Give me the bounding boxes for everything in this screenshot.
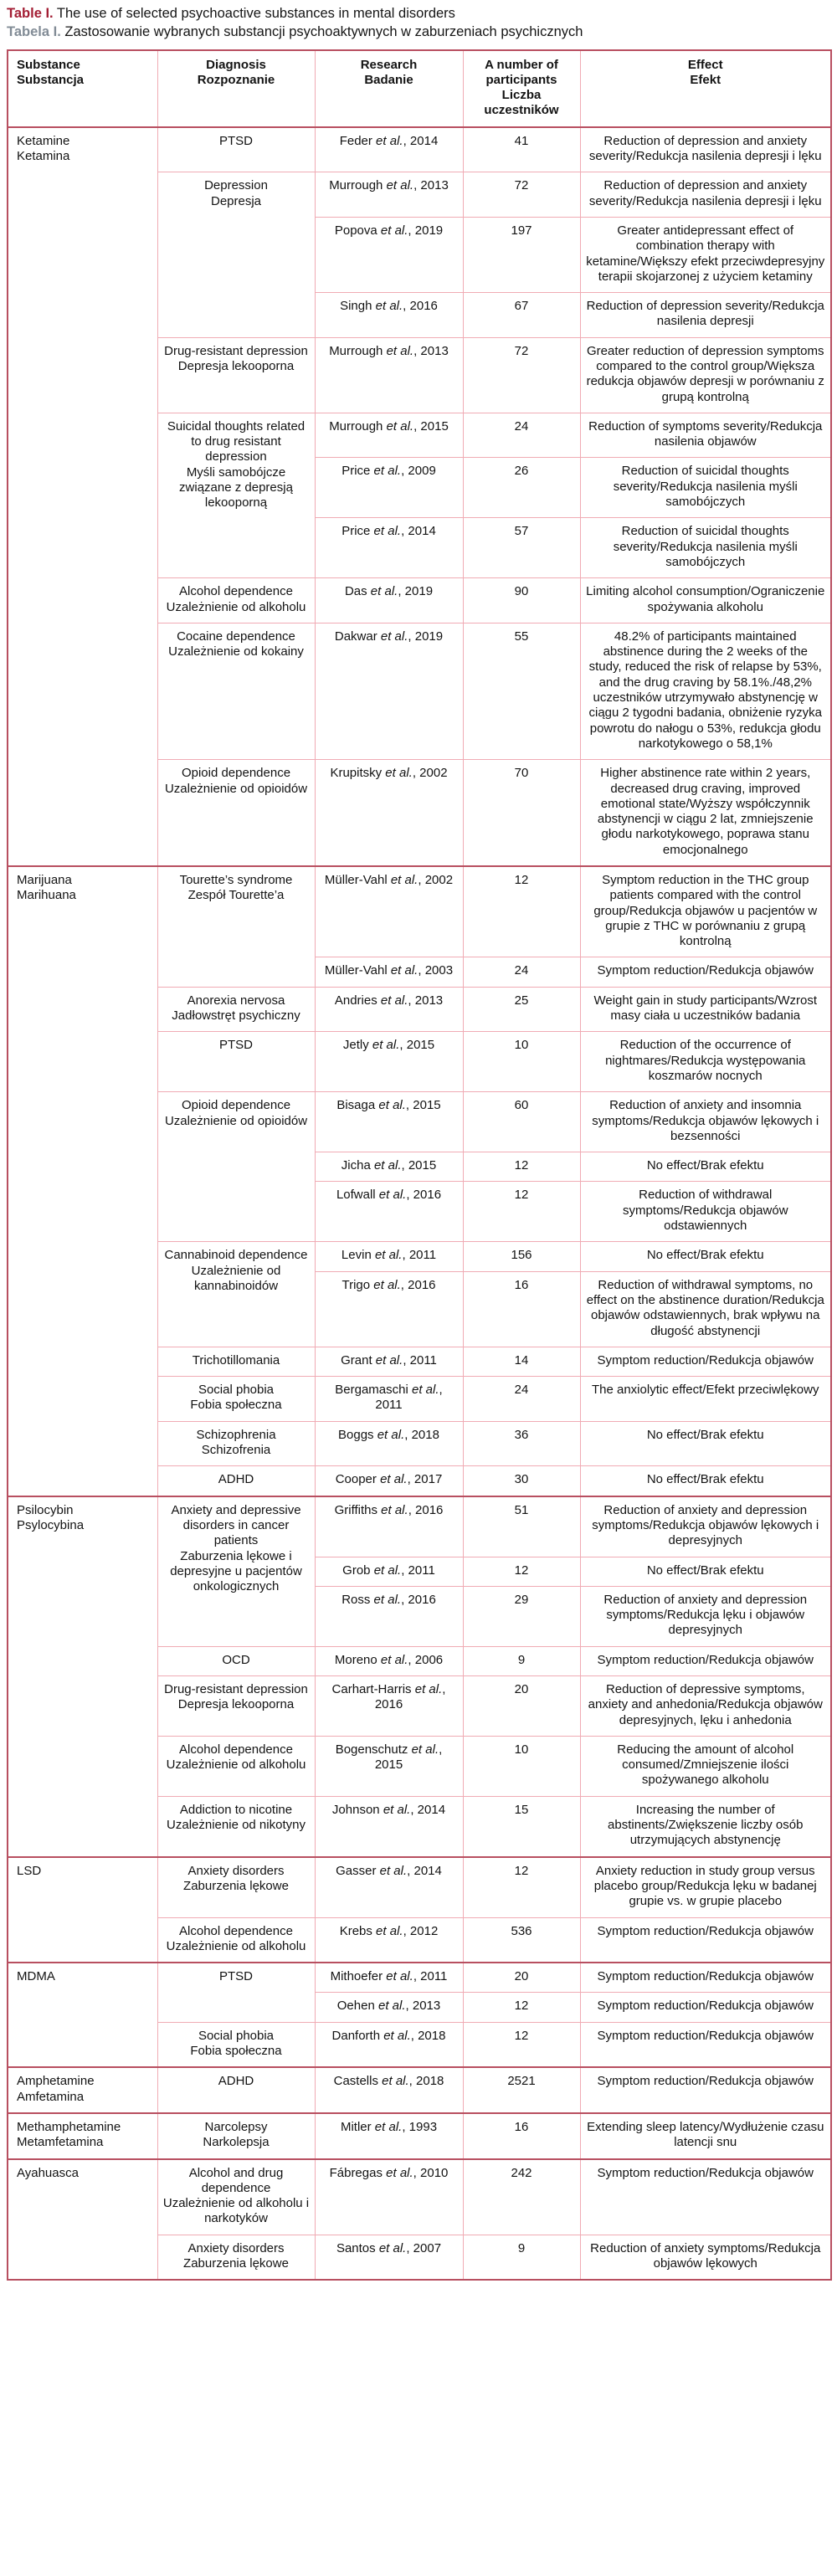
study-row	[8, 866, 831, 957]
diagnosis-cell: Depression Depresja	[157, 172, 315, 337]
effect-cell: Symptom reduction/Redukcja objawów	[580, 1646, 831, 1675]
research-cell: Grant et al., 2011	[315, 1347, 463, 1376]
effect-cell: Limiting alcohol consumption/Ograniczenie spożywania alkoholu	[580, 578, 831, 623]
research-cell: Grob et al., 2011	[315, 1557, 463, 1586]
effect-cell: No effect/Brak efektu	[580, 1557, 831, 1586]
column-header-effect-en: Effect	[687, 57, 723, 72]
diagnosis-cell: Alcohol dependence Uzależnienie od alkoholu	[157, 1917, 315, 1963]
etal-label: et al.	[383, 2028, 411, 2043]
research-cell: Trigo et al., 2016	[315, 1271, 463, 1347]
participants-count-cell: 12	[463, 2022, 580, 2067]
effect-cell: Reduction of the occurrence of nightmares/Redukcja występowania koszmarów nocnych	[580, 1032, 831, 1092]
etal-label: et al.	[370, 584, 398, 599]
table-title-label: Table I.	[7, 6, 54, 21]
etal-label: et al.	[377, 1427, 405, 1442]
diagnosis-cell: Alcohol and drug dependence Uzależnienie od alkoholu i narkotyków	[157, 2159, 315, 2235]
participants-count-cell: 15	[463, 1796, 580, 1856]
study-row	[8, 1963, 831, 1993]
etal-label: et al.	[380, 629, 408, 644]
research-cell: Gasser et al., 2014	[315, 1857, 463, 1917]
effect-cell: Reduction of withdrawal symptoms/Redukcja objawów odstawiennych	[580, 1182, 831, 1242]
substance-cell: Amphetamine Amfetamina	[8, 2067, 157, 2113]
effect-cell: Higher abstinence rate within 2 years, decreased drug craving, improved emotional state/Wyższy współczynnik abstynencji w ciągu 2 lat, zmniejszenie głodu narkotykowego, poprawa stanu emocjonalnego	[580, 760, 831, 866]
effect-cell: Reduction of anxiety and insomnia symptoms/Redukcja objawów lękowych i bezsenności	[580, 1092, 831, 1152]
diagnosis-cell: Alcohol dependence Uzależnienie od alkoholu	[157, 578, 315, 623]
research-cell: Price et al., 2009	[315, 458, 463, 518]
effect-cell: Greater reduction of depression symptoms compared to the control group/Większa redukcja objawów depresji w porównaniu z grupą kontrolną	[580, 337, 831, 413]
effect-cell: Symptom reduction/Redukcja objawów	[580, 2067, 831, 2113]
research-cell: Cooper et al., 2017	[315, 1466, 463, 1496]
etal-label: et al.	[373, 1158, 402, 1173]
research-cell: Bergamaschi et al., 2011	[315, 1377, 463, 1422]
participants-count-cell: 242	[463, 2159, 580, 2235]
etal-label: et al.	[414, 1681, 443, 1696]
diagnosis-cell: ADHD	[157, 2067, 315, 2113]
research-cell: Moreno et al., 2006	[315, 1646, 463, 1675]
diagnosis-cell: Social phobia Fobia społeczna	[157, 2022, 315, 2067]
effect-cell: Reducing the amount of alcohol consumed/Zmniejszenie ilości spożywanego alkoholu	[580, 1736, 831, 1796]
column-header-research-en: Research	[360, 57, 418, 72]
etal-label: et al.	[380, 993, 408, 1008]
effect-cell: Symptom reduction/Redukcja objawów	[580, 957, 831, 987]
research-cell: Mithoefer et al., 2011	[315, 1963, 463, 1993]
effect-cell: No effect/Brak efektu	[580, 1152, 831, 1182]
research-cell: Bogenschutz et al., 2015	[315, 1736, 463, 1796]
research-cell: Jetly et al., 2015	[315, 1032, 463, 1092]
etal-label: et al.	[381, 1502, 408, 1517]
participants-count-cell: 67	[463, 293, 580, 338]
research-cell: Price et al., 2014	[315, 518, 463, 578]
participants-count-cell: 12	[463, 1557, 580, 1586]
participants-count-cell: 29	[463, 1586, 580, 1646]
research-cell: Müller-Vahl et al., 2002	[315, 866, 463, 957]
substance-cell: Psilocybin Psylocybina	[8, 1496, 157, 1857]
research-cell: Müller-Vahl et al., 2003	[315, 957, 463, 987]
effect-cell: The anxiolytic effect/Efekt przeciwlękowy	[580, 1377, 831, 1422]
diagnosis-cell: Cocaine dependence Uzależnienie od kokainy	[157, 623, 315, 759]
participants-count-cell: 57	[463, 518, 580, 578]
effect-cell: Reduction of depression and anxiety severity/Redukcja nasilenia depresji i lęku	[580, 127, 831, 172]
substance-cell: Marijuana Marihuana	[8, 866, 157, 1496]
participants-count-cell: 12	[463, 1993, 580, 2022]
diagnosis-cell: Cannabinoid dependence Uzależnienie od kannabinoidów	[157, 1242, 315, 1347]
etal-label: et al.	[378, 1188, 407, 1203]
research-cell: Bisaga et al., 2015	[315, 1092, 463, 1152]
column-header-diagnosis-pl: Rozpoznanie	[197, 72, 275, 87]
effect-cell: Symptom reduction/Redukcja objawów	[580, 1993, 831, 2022]
participants-count-cell: 12	[463, 1152, 580, 1182]
effect-cell: Symptom reduction/Redukcja objawów	[580, 1347, 831, 1376]
substance-cell: Ayahuasca	[8, 2159, 157, 2281]
etal-label: et al.	[373, 524, 402, 539]
effect-cell: Reduction of anxiety and depression symptoms/Redukcja objawów lękowych i depresyjnych	[580, 1496, 831, 1557]
effect-cell: Reduction of symptoms severity/Redukcja nasilenia objawów	[580, 413, 831, 458]
etal-label: et al.	[386, 178, 414, 193]
diagnosis-cell: ADHD	[157, 1466, 315, 1496]
participants-count-cell: 10	[463, 1736, 580, 1796]
participants-count-cell: 16	[463, 2113, 580, 2159]
column-header-diagnosis-en: Diagnosis	[206, 57, 266, 72]
etal-label: et al.	[379, 1863, 408, 1878]
effect-cell: Reduction of depressive symptoms, anxiety and anhedonia/Redukcja objawów depresyjnych, lęku i anhedonia	[580, 1675, 831, 1736]
participants-count-cell: 156	[463, 1242, 580, 1271]
study-row	[8, 2113, 831, 2159]
participants-count-cell: 36	[463, 1421, 580, 1466]
diagnosis-cell: Anxiety disorders Zaburzenia lękowe	[157, 2235, 315, 2280]
effect-cell: Symptom reduction in the THC group patients compared with the control group/Redukcja objawów u pacjentów w grupie z THC w porównaniu z grupą kontrolną	[580, 866, 831, 957]
diagnosis-cell: PTSD	[157, 127, 315, 172]
table-subtitle-label: Tabela I.	[7, 24, 61, 40]
etal-label: et al.	[373, 464, 402, 479]
etal-label: et al.	[374, 2119, 403, 2134]
research-cell: Krupitsky et al., 2002	[315, 760, 463, 866]
etal-label: et al.	[376, 1923, 403, 1938]
research-cell: Boggs et al., 2018	[315, 1421, 463, 1466]
substance-cell: Ketamine Ketamina	[8, 127, 157, 866]
participants-count-cell: 70	[463, 760, 580, 866]
column-header-substance-pl: Substancja	[17, 72, 85, 87]
diagnosis-cell: Trichotillomania	[157, 1347, 315, 1376]
research-cell: Castells et al., 2018	[315, 2067, 463, 2113]
diagnosis-cell: Narcolepsy Narkolepsja	[157, 2113, 315, 2159]
column-header-research-pl: Badanie	[364, 72, 413, 87]
effect-cell: No effect/Brak efektu	[580, 1421, 831, 1466]
participants-count-cell: 2521	[463, 2067, 580, 2113]
substance-cell: Methamphetamine Metamfetamina	[8, 2113, 157, 2159]
column-header-effect-pl: Efekt	[690, 72, 721, 87]
table-subtitle-text: Zastosowanie wybranych substancji psychoaktywnych w zaburzeniach psychicznych	[60, 24, 583, 40]
diagnosis-cell: Anxiety disorders Zaburzenia lękowe	[157, 1857, 315, 1917]
participants-count-cell: 12	[463, 1182, 580, 1242]
effect-cell: Increasing the number of abstinents/Zwiększenie liczby osób utrzymujących abstynencję	[580, 1796, 831, 1856]
participants-count-cell: 10	[463, 1032, 580, 1092]
research-cell: Andries et al., 2013	[315, 987, 463, 1032]
participants-count-cell: 25	[463, 987, 580, 1032]
table-title	[7, 4, 830, 23]
diagnosis-cell: Tourette’s syndrome Zespół Tourette’a	[157, 866, 315, 987]
column-header-participants-pl: Liczba uczestników	[484, 88, 559, 118]
substances-table-body	[8, 127, 831, 2281]
participants-count-cell: 9	[463, 2235, 580, 2280]
etal-label: et al.	[382, 2074, 409, 2089]
research-cell: Levin et al., 2011	[315, 1242, 463, 1271]
participants-count-cell: 72	[463, 172, 580, 218]
study-row	[8, 1496, 831, 1557]
effect-cell: Anxiety reduction in study group versus placebo group/Redukcja lęku w badanej grupie vs. w grupie placebo	[580, 1857, 831, 1917]
participants-count-cell: 12	[463, 866, 580, 957]
participants-count-cell: 72	[463, 337, 580, 413]
diagnosis-cell: Schizophrenia Schizofrenia	[157, 1421, 315, 1466]
effect-cell: Reduction of withdrawal symptoms, no effect on the abstinence duration/Redukcja objawów odstawiennych, brak wpływu na długość abstynencji	[580, 1271, 831, 1347]
substance-cell: MDMA	[8, 1963, 157, 2067]
table-subtitle	[7, 23, 830, 41]
effect-cell: Reduction of depression severity/Redukcja nasilenia depresji	[580, 293, 831, 338]
research-cell: Murrough et al., 2015	[315, 413, 463, 458]
research-cell: Feder et al., 2014	[315, 127, 463, 172]
participants-count-cell: 30	[463, 1466, 580, 1496]
research-cell: Carhart-Harris et al., 2016	[315, 1675, 463, 1736]
participants-count-cell: 41	[463, 127, 580, 172]
etal-label: et al.	[378, 2240, 407, 2255]
etal-label: et al.	[380, 1652, 408, 1667]
research-cell: Krebs et al., 2012	[315, 1917, 463, 1963]
research-cell: Popova et al., 2019	[315, 217, 463, 292]
research-cell: Dakwar et al., 2019	[315, 623, 463, 759]
participants-count-cell: 20	[463, 1675, 580, 1736]
research-cell: Lofwall et al., 2016	[315, 1182, 463, 1242]
research-cell: Das et al., 2019	[315, 578, 463, 623]
participants-count-cell: 24	[463, 1377, 580, 1422]
etal-label: et al.	[390, 873, 418, 887]
research-cell: Johnson et al., 2014	[315, 1796, 463, 1856]
participants-count-cell: 60	[463, 1092, 580, 1152]
table-title-text: The use of selected psychoactive substances in mental disorders	[53, 6, 455, 21]
effect-cell: Symptom reduction/Redukcja objawów	[580, 1917, 831, 1963]
effect-cell: Symptom reduction/Redukcja objawów	[580, 1963, 831, 1993]
etal-label: et al.	[376, 133, 403, 148]
diagnosis-cell: Social phobia Fobia społeczna	[157, 1377, 315, 1422]
effect-cell: Greater antidepressant effect of combination therapy with ketamine/Większy efekt przeciwdepresyjny terapii skojarzonej z użyciem ketaminy	[580, 217, 831, 292]
participants-count-cell: 12	[463, 1857, 580, 1917]
study-row	[8, 2067, 831, 2113]
study-row	[8, 127, 831, 172]
etal-label: et al.	[378, 1098, 406, 1113]
research-cell: Santos et al., 2007	[315, 2235, 463, 2280]
etal-label: et al.	[386, 418, 414, 434]
etal-label: et al.	[374, 1248, 403, 1263]
effect-cell: 48.2% of participants maintained abstinence during the 2 weeks of the study, reduced the risk of relapse by 53%, and the drug craving by 58.1%./48,2% uczestników utrzymywało abstynencję w ciągu 2 tygodni badania, obniżenie ryzyka powrotu do nałogu o 53%, redukcja głodu narkotykowego o 58,1%	[580, 623, 831, 759]
diagnosis-cell: PTSD	[157, 1963, 315, 2022]
effect-cell: No effect/Brak efektu	[580, 1466, 831, 1496]
participants-count-cell: 51	[463, 1496, 580, 1557]
etal-label: et al.	[386, 343, 414, 358]
diagnosis-cell: OCD	[157, 1646, 315, 1675]
diagnosis-cell: Anorexia nervosa Jadłowstręt psychiczny	[157, 987, 315, 1032]
diagnosis-cell: Addiction to nicotine Uzależnienie od nikotyny	[157, 1796, 315, 1856]
substances-table-head	[8, 50, 831, 127]
etal-label: et al.	[373, 1277, 401, 1292]
participants-count-cell: 55	[463, 623, 580, 759]
research-cell: Griffiths et al., 2016	[315, 1496, 463, 1557]
research-cell: Singh et al., 2016	[315, 293, 463, 338]
effect-cell: Symptom reduction/Redukcja objawów	[580, 2159, 831, 2235]
header-row	[8, 50, 831, 127]
etal-label: et al.	[373, 1563, 402, 1578]
column-header-participants	[463, 50, 580, 127]
research-cell: Danforth et al., 2018	[315, 2022, 463, 2067]
column-header-participants-en: A number of participants	[485, 57, 558, 87]
research-cell: Oehen et al., 2013	[315, 1993, 463, 2022]
substance-cell: LSD	[8, 1857, 157, 1963]
research-cell: Murrough et al., 2013	[315, 337, 463, 413]
participants-count-cell: 16	[463, 1271, 580, 1347]
effect-cell: Reduction of anxiety and depression symptoms/Redukcja lęku i objawów depresyjnych	[580, 1586, 831, 1646]
participants-count-cell: 90	[463, 578, 580, 623]
research-cell: Jicha et al., 2015	[315, 1152, 463, 1182]
participants-count-cell: 20	[463, 1963, 580, 1993]
diagnosis-cell: Drug-resistant depression Depresja lekooporna	[157, 337, 315, 413]
column-header-effect	[580, 50, 831, 127]
etal-label: et al.	[412, 1383, 439, 1398]
research-cell: Ross et al., 2016	[315, 1586, 463, 1646]
etal-label: et al.	[372, 1038, 400, 1053]
etal-label: et al.	[383, 1802, 411, 1817]
etal-label: et al.	[390, 963, 418, 978]
participants-count-cell: 14	[463, 1347, 580, 1376]
etal-label: et al.	[411, 1742, 439, 1757]
effect-cell: No effect/Brak efektu	[580, 1242, 831, 1271]
etal-label: et al.	[386, 1969, 413, 1984]
effect-cell: Extending sleep latency/Wydłużenie czasu latencji snu	[580, 2113, 831, 2159]
research-cell: Mitler et al., 1993	[315, 2113, 463, 2159]
column-header-substance-en: Substance	[17, 57, 80, 72]
etal-label: et al.	[380, 1472, 408, 1487]
diagnosis-cell: Drug-resistant depression Depresja lekooporna	[157, 1675, 315, 1736]
etal-label: et al.	[385, 766, 413, 781]
participants-count-cell: 24	[463, 413, 580, 458]
etal-label: et al.	[373, 1592, 402, 1607]
research-cell: Murrough et al., 2013	[315, 172, 463, 218]
effect-cell: Reduction of suicidal thoughts severity/Redukcja nasilenia myśli samobójczych	[580, 518, 831, 578]
etal-label: et al.	[380, 223, 408, 238]
participants-count-cell: 9	[463, 1646, 580, 1675]
etal-label: et al.	[377, 1999, 406, 2014]
diagnosis-cell: Opioid dependence Uzależnienie od opioidów	[157, 1092, 315, 1242]
diagnosis-cell: Alcohol dependence Uzależnienie od alkoholu	[157, 1736, 315, 1796]
diagnosis-cell: PTSD	[157, 1032, 315, 1092]
effect-cell: Reduction of suicidal thoughts severity/Redukcja nasilenia myśli samobójczych	[580, 458, 831, 518]
participants-count-cell: 24	[463, 957, 580, 987]
etal-label: et al.	[386, 2165, 413, 2180]
study-row	[8, 1857, 831, 1917]
study-row	[8, 2159, 831, 2235]
participants-count-cell: 26	[463, 458, 580, 518]
substances-table	[7, 49, 832, 2281]
column-header-diagnosis	[157, 50, 315, 127]
participants-count-cell: 197	[463, 217, 580, 292]
effect-cell: Symptom reduction/Redukcja objawów	[580, 2022, 831, 2067]
column-header-research	[315, 50, 463, 127]
participants-count-cell: 536	[463, 1917, 580, 1963]
effect-cell: Reduction of anxiety symptoms/Redukcja objawów lękowych	[580, 2235, 831, 2280]
diagnosis-cell: Opioid dependence Uzależnienie od opioidów	[157, 760, 315, 866]
etal-label: et al.	[375, 299, 403, 314]
diagnosis-cell: Anxiety and depressive disorders in cancer patients Zaburzenia lękowe i depresyjne u pacjentów onkologicznych	[157, 1496, 315, 1647]
effect-cell: Reduction of depression and anxiety severity/Redukcja nasilenia depresji i lęku	[580, 172, 831, 218]
research-cell: Fábregas et al., 2010	[315, 2159, 463, 2235]
diagnosis-cell: Suicidal thoughts related to drug resistant depression Myśli samobójcze związane z depresją lekooporną	[157, 413, 315, 577]
effect-cell: Weight gain in study participants/Wzrost masy ciała u uczestników badania	[580, 987, 831, 1032]
column-header-substance	[8, 50, 157, 127]
etal-label: et al.	[375, 1352, 403, 1368]
